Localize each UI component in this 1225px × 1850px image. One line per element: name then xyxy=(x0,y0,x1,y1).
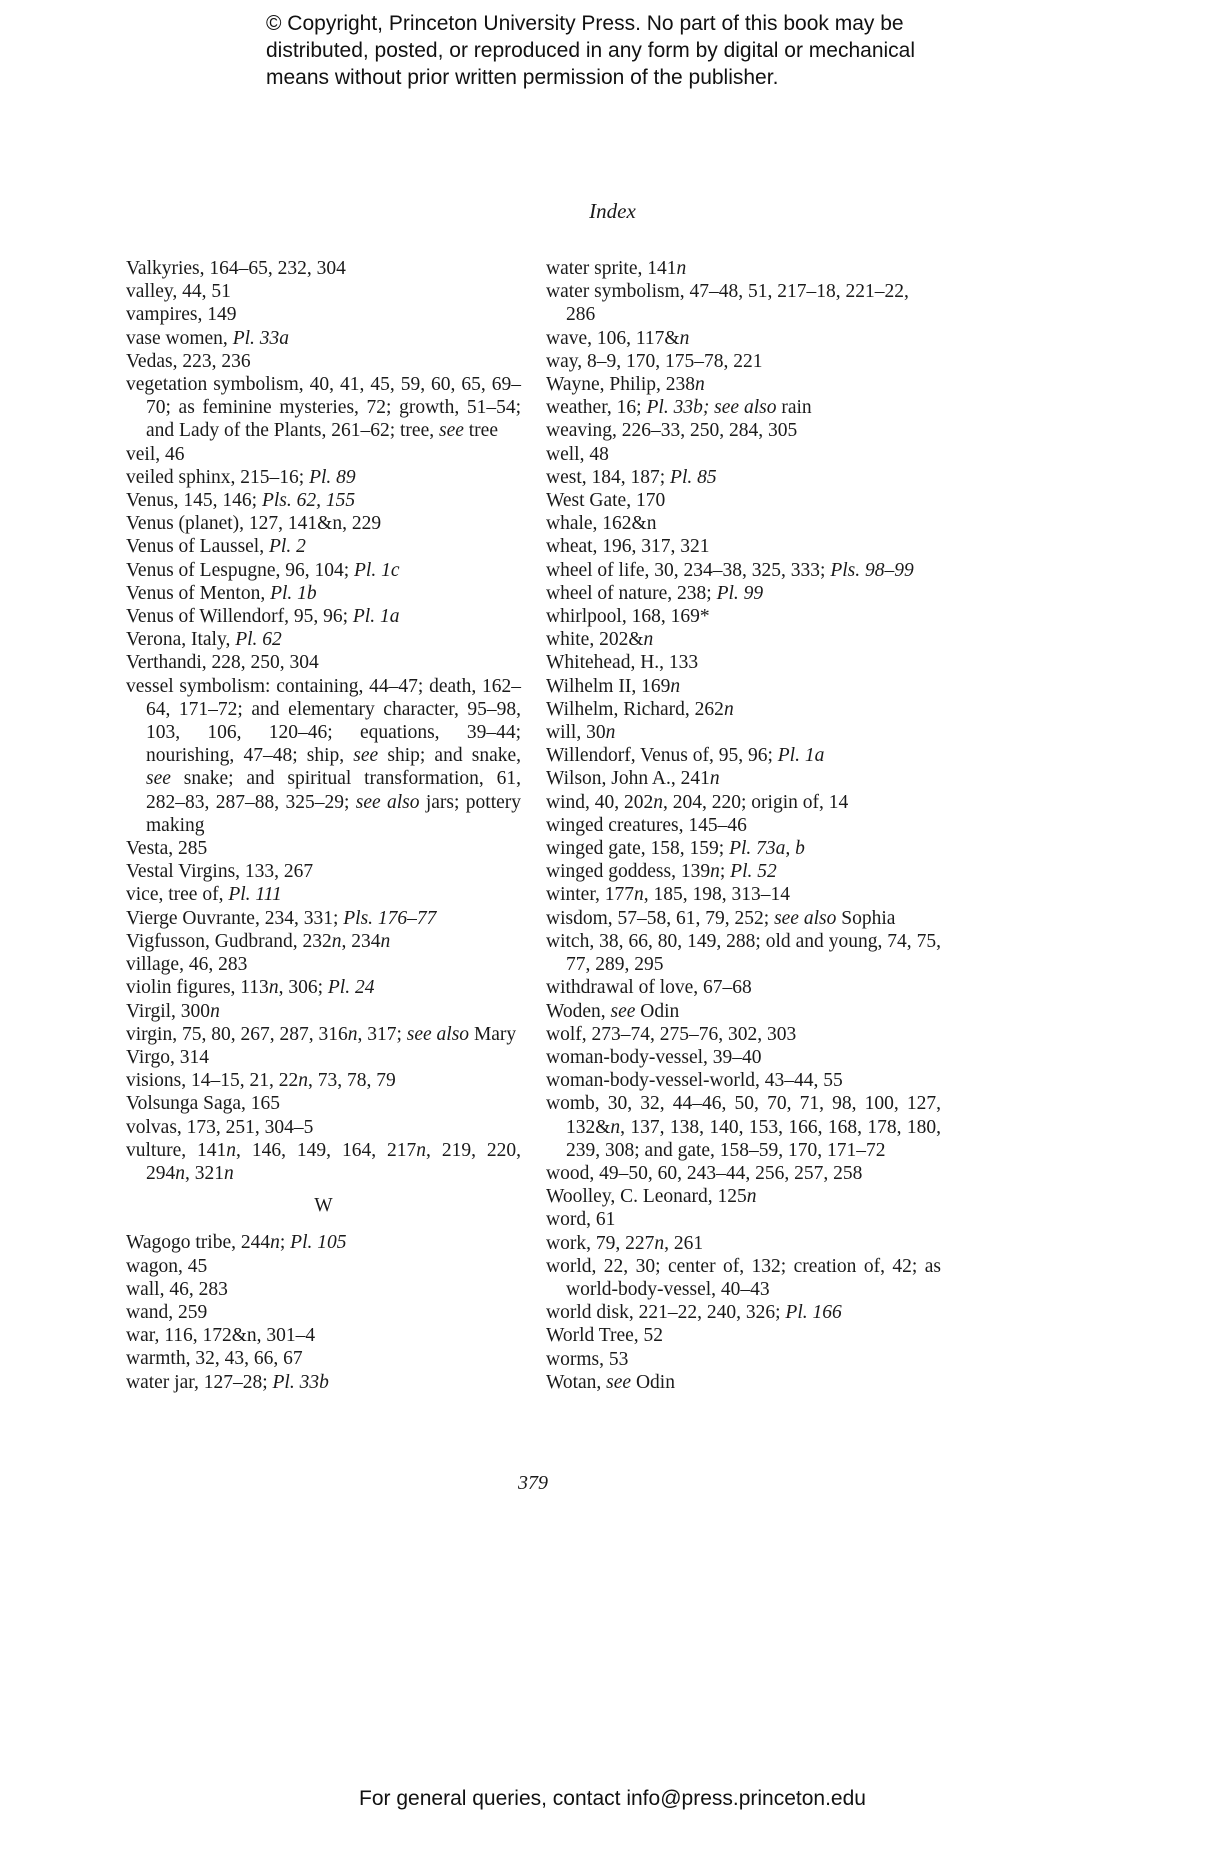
entry-text: word, 61 xyxy=(546,1209,616,1231)
entry-text: warmth, 32, 43, 66, 67 xyxy=(126,1348,303,1370)
entry-text: Mary xyxy=(469,1023,517,1045)
entry-text: winter, 177 xyxy=(546,884,635,906)
entry-text: Vierge Ouvrante, 234, 331; xyxy=(126,907,344,929)
index-entry-willendorf xyxy=(546,744,941,767)
entry-text: wheel of life, 30, 234–38, 325, 333; xyxy=(546,559,831,581)
index-entry-veil xyxy=(126,443,521,466)
italic-text: n xyxy=(416,1139,427,1161)
entry-text: Volsunga Saga, 165 xyxy=(126,1093,281,1115)
index-entry-winged-gate xyxy=(546,837,941,860)
entry-text: war, 116, 172&n, 301–4 xyxy=(126,1325,316,1347)
entry-text: well, 48 xyxy=(546,443,609,465)
index-entry-wave xyxy=(546,327,941,350)
italic-text: n xyxy=(643,629,654,651)
italic-text: Pl. 1a xyxy=(352,606,400,628)
index-entry-wind xyxy=(546,791,941,814)
index-entry-valley xyxy=(126,280,521,303)
entry-text: , 204, 220; origin of, 14 xyxy=(663,791,849,813)
index-entry-vesta xyxy=(126,837,521,860)
entry-text: valley, 44, 51 xyxy=(126,281,231,303)
index-entry-world xyxy=(546,1255,941,1301)
entry-text: Wayne, Philip, 238 xyxy=(546,374,696,396)
index-entry-way xyxy=(546,350,941,373)
italic-text: Pl. 89 xyxy=(309,466,356,488)
italic-text: n xyxy=(634,884,644,906)
index-entry-wheat xyxy=(546,535,941,558)
entry-text: ship; and snake, xyxy=(378,745,522,767)
italic-text: Pl. 166 xyxy=(785,1302,842,1324)
entry-text: tree xyxy=(463,420,498,442)
entry-text: Vestal Virgins, 133, 267 xyxy=(126,861,314,883)
entry-text: Vesta, 285 xyxy=(126,838,208,860)
index-entry-vigfusson xyxy=(126,930,521,953)
entry-text: ; xyxy=(719,861,731,883)
entry-text: Vedas, 223, 236 xyxy=(126,350,251,372)
index-entry-vierge-ouvrante xyxy=(126,907,521,930)
italic-text: Pl. 1a xyxy=(777,745,825,767)
entry-text: will, 30 xyxy=(546,722,606,744)
index-column-left xyxy=(126,257,521,1394)
index-entry-wotan xyxy=(546,1371,941,1394)
index-entry-work xyxy=(546,1232,941,1255)
entry-text: world, 22, 30; center of, 132; creation of, 42; as world-body-vessel, 40–43 xyxy=(546,1255,941,1300)
entry-text: , 137, 138, 140, 153, 166, 168, 178, 180, 239, 308; and gate, 158–59, 170, 171–72 xyxy=(566,1116,941,1161)
italic-text: n xyxy=(224,1162,234,1184)
italic-text: n xyxy=(380,930,391,952)
index-entry-virgil xyxy=(126,1000,521,1023)
entry-text: weather, 16; xyxy=(546,397,647,419)
entry-text: winged goddess, 139 xyxy=(546,861,711,883)
index-entry-warmth xyxy=(126,1347,521,1370)
italic-text: n xyxy=(331,930,342,952)
entry-text: witch, 38, 66, 80, 149, 288; old and young, 74, 75, 77, 289, 295 xyxy=(546,930,941,976)
index-entry-vegetation-symbolism xyxy=(126,373,521,443)
entry-text: Virgil, 300 xyxy=(126,1000,211,1022)
index-entry-virgin xyxy=(126,1023,521,1046)
index-entry-woolley xyxy=(546,1185,941,1208)
italic-text: n xyxy=(268,977,279,999)
index-entry-vampires xyxy=(126,303,521,326)
italic-text: n xyxy=(670,675,681,697)
index-entry-word xyxy=(546,1208,941,1231)
entry-text: Wilhelm, Richard, 262 xyxy=(546,698,724,720)
index-entry-virgo xyxy=(126,1046,521,1069)
entry-text: water sprite, 141 xyxy=(546,258,677,279)
entry-text: womb, 30, 32, 44–46, 50, 70, 71, 98, 100, 127, 132& xyxy=(546,1093,941,1138)
index-entry-whale xyxy=(546,512,941,535)
entry-text: volvas, 173, 251, 304–5 xyxy=(126,1116,314,1138)
index-entry-wayne-philip xyxy=(546,373,941,396)
entry-text: wagon, 45 xyxy=(126,1255,208,1277)
entry-text: woman-body-vessel-world, 43–44, 55 xyxy=(546,1070,843,1092)
index-entry-woman-body-vessel-world xyxy=(546,1069,941,1092)
entry-text: worms, 53 xyxy=(546,1348,629,1370)
index-entry-vulture xyxy=(126,1139,521,1185)
index-column-right xyxy=(546,257,941,1394)
copyright-line: distributed, posted, or reproduced in any form by digital or mechanical xyxy=(266,39,916,62)
index-entry-wilhelm-ii xyxy=(546,675,941,698)
italic-text: Pl. 1b xyxy=(270,582,317,604)
copyright-notice xyxy=(266,10,1026,91)
index-entry-wilhelm-richard xyxy=(546,698,941,721)
italic-text: see xyxy=(353,745,379,767)
index-entry-will xyxy=(546,721,941,744)
entry-text: winged gate, 158, 159; xyxy=(546,838,730,860)
index-entry-whirlpool xyxy=(546,605,941,628)
index-entry-visions xyxy=(126,1069,521,1092)
index-entry-violin-figures xyxy=(126,976,521,999)
index-entry-verona-italy xyxy=(126,628,521,651)
entry-text: , 317; xyxy=(357,1023,407,1045)
entry-text: Virgo, 314 xyxy=(126,1046,209,1068)
page-number: 379 xyxy=(518,1472,548,1494)
index-entry-witch xyxy=(546,930,941,976)
index-entry-wagon xyxy=(126,1255,521,1278)
entry-text: , 219, 220, 294 xyxy=(146,1139,522,1184)
entry-text: violin figures, 113 xyxy=(126,977,269,999)
entry-text: white, 202& xyxy=(546,629,644,651)
index-entry-worms xyxy=(546,1348,941,1371)
index-entry-water-sprite xyxy=(546,257,941,280)
entry-text: wheel of nature, 238; xyxy=(546,582,717,604)
italic-text: Pl. 33b; see also xyxy=(646,397,777,419)
index-entry-wheel-of-life xyxy=(546,559,941,582)
index-entry-verthandi xyxy=(126,651,521,674)
italic-text: n xyxy=(709,768,720,790)
index-entry-wand xyxy=(126,1301,521,1324)
entry-text: withdrawal of love, 67–68 xyxy=(546,977,752,999)
italic-text: see xyxy=(438,420,464,442)
entry-text: , 306; xyxy=(278,977,328,999)
index-entry-volsunga-saga xyxy=(126,1092,521,1115)
index-entry-vessel-symbolism xyxy=(126,675,521,837)
entry-text: work, 79, 227 xyxy=(546,1232,655,1254)
italic-text: n xyxy=(175,1162,185,1184)
italic-text: Pl. 73a, b xyxy=(729,838,805,860)
italic-text: see also xyxy=(406,1023,470,1045)
italic-text: n xyxy=(746,1186,757,1208)
index-entry-wall xyxy=(126,1278,521,1301)
entry-text: Venus of Willendorf, 95, 96; xyxy=(126,606,353,628)
entry-text: Venus of Lespugne, 96, 104; xyxy=(126,559,355,581)
copyright-line: © Copyright, Princeton University Press. No part of this book may be xyxy=(266,12,904,35)
index-entry-venus-planet xyxy=(126,512,521,535)
entry-text: Odin xyxy=(631,1371,675,1393)
entry-text: , 321 xyxy=(185,1162,224,1184)
index-entry-weaving xyxy=(546,419,941,442)
entry-text: Verona, Italy, xyxy=(126,629,236,651)
index-entry-vice-tree-of xyxy=(126,883,521,906)
entry-text: wave, 106, 117& xyxy=(546,327,680,349)
italic-text: n xyxy=(653,791,663,813)
entry-text: , 261 xyxy=(664,1232,704,1254)
entry-text: whale, 162&n xyxy=(546,513,657,535)
italic-text: n xyxy=(676,258,687,279)
entry-text: whirlpool, 168, 169* xyxy=(546,606,710,628)
index-entry-valkyries xyxy=(126,257,521,280)
entry-text: Woolley, C. Leonard, 125 xyxy=(546,1186,747,1208)
index-entry-winter xyxy=(546,883,941,906)
entry-text: Wagogo tribe, 244 xyxy=(126,1232,271,1254)
entry-text: wolf, 273–74, 275–76, 302, 303 xyxy=(546,1023,797,1045)
entry-text: water jar, 127–28; xyxy=(126,1371,273,1393)
entry-text: wisdom, 57–58, 61, 79, 252; xyxy=(546,907,775,929)
italic-text: n xyxy=(679,327,690,349)
entry-text: Wotan, xyxy=(546,1371,607,1393)
index-entry-venus-of-lespugne xyxy=(126,559,521,582)
index-entry-vestal-virgins xyxy=(126,860,521,883)
entry-text: Valkyries, 164–65, 232, 304 xyxy=(126,258,346,279)
entry-text: visions, 14–15, 21, 22 xyxy=(126,1070,299,1092)
italic-text: Pl. 99 xyxy=(716,582,764,604)
index-entry-wilson-john xyxy=(546,767,941,790)
entry-text: Venus of Menton, xyxy=(126,582,271,604)
italic-text: n xyxy=(210,1000,220,1022)
index-entry-venus-of-menton xyxy=(126,582,521,605)
entry-text: , 185, 198, 313–14 xyxy=(643,884,791,906)
index-entry-village xyxy=(126,953,521,976)
index-entry-woden xyxy=(546,1000,941,1023)
index-entry-whitehead xyxy=(546,651,941,674)
index-entry-volvas xyxy=(126,1116,521,1139)
italic-text: see xyxy=(146,768,171,790)
entry-text: veiled sphinx, 215–16; xyxy=(126,466,310,488)
entry-text: Willendorf, Venus of, 95, 96; xyxy=(546,745,778,767)
index-entry-vase-women xyxy=(126,327,521,350)
entry-text: ; xyxy=(279,1232,291,1254)
entry-text: village, 46, 283 xyxy=(126,954,248,976)
italic-text: Pl. 2 xyxy=(268,536,306,558)
entry-text: wind, 40, 202 xyxy=(546,791,654,813)
entry-text: west, 184, 187; xyxy=(546,466,671,488)
italic-text: see xyxy=(610,1000,636,1022)
italic-text: Pl. 33b xyxy=(272,1371,329,1393)
entry-text: Vigfusson, Gudbrand, 232 xyxy=(126,930,332,952)
italic-text: Pl. 1c xyxy=(354,559,400,581)
index-entry-woman-body-vessel xyxy=(546,1046,941,1069)
entry-text: vase women, xyxy=(126,327,233,349)
entry-text: Sophia xyxy=(836,907,896,929)
entry-text: wand, 259 xyxy=(126,1301,208,1323)
italic-text: n xyxy=(710,861,720,883)
entry-text: , 234 xyxy=(341,930,381,952)
italic-text: Pls. 176–77 xyxy=(343,907,437,929)
footer-contact: For general queries, contact info@press.princeton.edu xyxy=(359,1787,866,1810)
index-entry-weather xyxy=(546,396,941,419)
entry-text: West Gate, 170 xyxy=(546,490,666,512)
entry-text: virgin, 75, 80, 267, 287, 316 xyxy=(126,1023,348,1045)
index-entry-wagogo-tribe xyxy=(126,1231,521,1254)
entry-text: snake; and spiritual transformation, 61, 282–83, 287–88, 325–29; xyxy=(146,768,521,813)
entry-text: way, 8–9, 170, 175–78, 221 xyxy=(546,350,763,372)
index-entry-water-jar xyxy=(126,1371,521,1394)
index-entry-wolf xyxy=(546,1023,941,1046)
italic-text: see also xyxy=(355,791,420,813)
entry-text: weaving, 226–33, 250, 284, 305 xyxy=(546,420,798,442)
entry-text: Wilhelm II, 169 xyxy=(546,675,671,697)
entry-text: Venus of Laussel, xyxy=(126,536,269,558)
italic-text: Pl. 62 xyxy=(235,629,282,651)
italic-text: n xyxy=(610,1116,621,1138)
italic-text: n xyxy=(270,1232,280,1254)
entry-text: Woden, xyxy=(546,1000,611,1022)
section-letter-heading: W xyxy=(314,1195,333,1217)
entry-text: , 146, 149, 164, 217 xyxy=(236,1139,417,1161)
entry-text: world disk, 221–22, 240, 326; xyxy=(546,1302,786,1324)
entry-text: jars; pottery making xyxy=(146,791,522,836)
index-entry-winged-goddess xyxy=(546,860,941,883)
entry-text: vice, tree of, xyxy=(126,884,229,906)
index-entry-water-symbolism xyxy=(546,280,941,326)
entry-text: wheat, 196, 317, 321 xyxy=(546,536,710,558)
italic-text: n xyxy=(298,1070,309,1092)
index-entry-world-disk xyxy=(546,1301,941,1324)
entry-text: Whitehead, H., 133 xyxy=(546,652,699,674)
italic-text: Pl. 111 xyxy=(228,884,282,906)
index-entry-veiled-sphinx xyxy=(126,466,521,489)
entry-text: rain xyxy=(776,397,812,419)
index-entry-vedas xyxy=(126,350,521,373)
italic-text: n xyxy=(605,722,616,744)
index-entry-white xyxy=(546,628,941,651)
entry-text: wood, 49–50, 60, 243–44, 256, 257, 258 xyxy=(546,1162,863,1184)
italic-text: n xyxy=(654,1232,665,1254)
index-entry-west-gate xyxy=(546,489,941,512)
italic-text: n xyxy=(695,374,705,396)
entry-text: veil, 46 xyxy=(126,443,185,465)
entry-text: winged creatures, 145–46 xyxy=(546,814,747,836)
italic-text: Pl. 33a xyxy=(232,327,290,349)
entry-text: vegetation symbolism, 40, 41, 45, 59, 60, 65, 69–70; as feminine mysteries, 72; growth, 51–54; and Lady of the Plants, 261–62; tree, xyxy=(126,374,521,442)
entry-text: Venus, 145, 146; xyxy=(126,490,262,512)
entry-text: Verthandi, 228, 250, 304 xyxy=(126,652,319,674)
entry-text: woman-body-vessel, 39–40 xyxy=(546,1046,762,1068)
entry-text: water symbolism, 47–48, 51, 217–18, 221–22, 286 xyxy=(546,281,909,326)
index-entry-world-tree xyxy=(546,1324,941,1347)
index-entry-venus xyxy=(126,489,521,512)
entry-text: Venus (planet), 127, 141&n, 229 xyxy=(126,513,382,535)
index-entry-wheel-of-nature xyxy=(546,582,941,605)
index-entry-venus-of-willendorf xyxy=(126,605,521,628)
entry-text: World Tree, 52 xyxy=(546,1325,664,1347)
entry-text: vulture, 141 xyxy=(126,1139,227,1161)
index-entry-west xyxy=(546,466,941,489)
entry-text: , 73, 78, 79 xyxy=(308,1070,396,1092)
index-entry-well xyxy=(546,443,941,466)
italic-text: Pl. 24 xyxy=(327,977,375,999)
page-title: Index xyxy=(589,199,636,223)
index-entry-wood xyxy=(546,1162,941,1185)
entry-text: Odin xyxy=(635,1000,680,1022)
index-entry-womb xyxy=(546,1092,941,1162)
index-entry-wisdom xyxy=(546,907,941,930)
index-entry-war xyxy=(126,1324,521,1347)
italic-text: Pl. 85 xyxy=(670,466,717,488)
index-entry-winged-creatures xyxy=(546,814,941,837)
italic-text: see xyxy=(606,1371,632,1393)
italic-text: n xyxy=(347,1023,358,1045)
entry-text: vampires, 149 xyxy=(126,304,237,326)
italic-text: Pls. 62, 155 xyxy=(261,490,356,512)
entry-text: vessel symbolism: containing, 44–47; death, 162–64, 171–72; and elementary character, 95–98, 103, 106, 120–46; equations, 39–44; nourishing, 47–48; ship, xyxy=(126,675,521,767)
italic-text: Pls. 98–99 xyxy=(830,559,914,581)
entry-text: Wilson, John A., 241 xyxy=(546,768,710,790)
index-entry-venus-of-laussel xyxy=(126,535,521,558)
copyright-line: means without prior written permission of the publisher. xyxy=(266,66,779,89)
italic-text: n xyxy=(226,1139,237,1161)
italic-text: n xyxy=(723,698,734,720)
italic-text: Pl. 105 xyxy=(290,1232,347,1254)
italic-text: Pl. 52 xyxy=(730,861,777,883)
entry-text: wall, 46, 283 xyxy=(126,1278,228,1300)
italic-text: see also xyxy=(774,907,837,929)
index-entry-withdrawal-of-love xyxy=(546,976,941,999)
